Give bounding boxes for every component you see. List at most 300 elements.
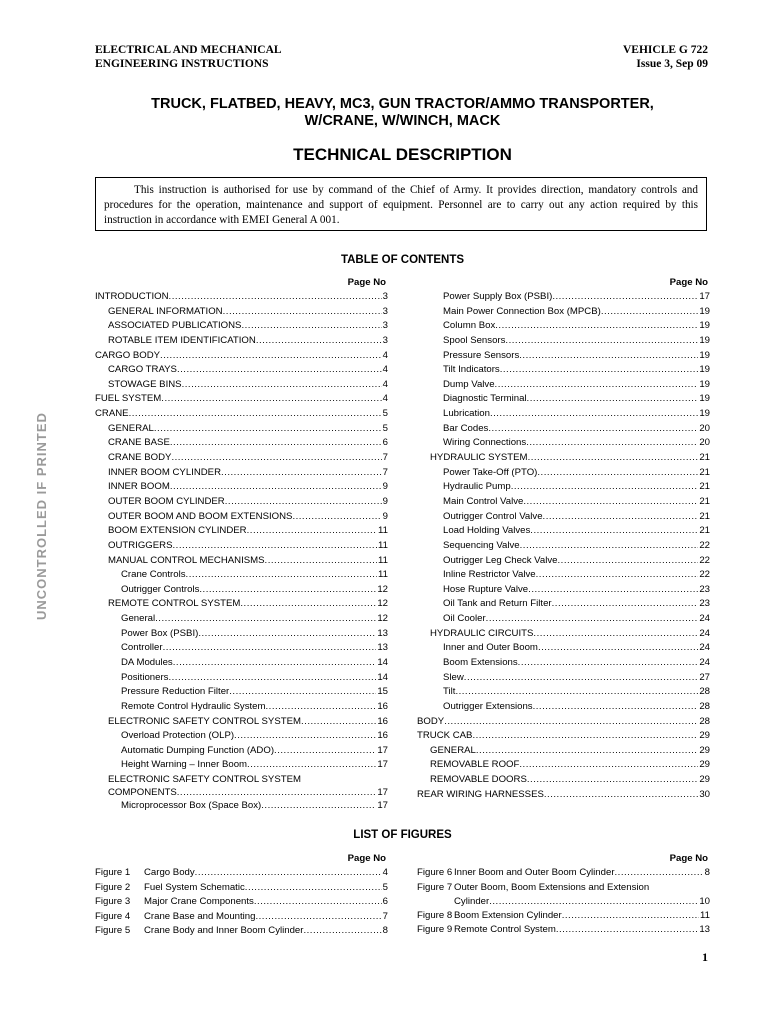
toc-leader-dots (177, 786, 377, 799)
toc-entry (417, 700, 710, 715)
toc-entry-page: 17 (377, 744, 388, 756)
toc-leader-dots (528, 583, 698, 598)
toc-entry-title: FUEL SYSTEM (95, 393, 162, 405)
toc-entry-title: Main Control Valve (443, 495, 524, 507)
figure-label: Figure 8 (417, 909, 453, 921)
toc-entry (95, 773, 388, 799)
toc-entry-title: CARGO BODY (95, 349, 161, 361)
toc-entry-page: 19 (699, 378, 710, 390)
header-org-line2: ENGINEERING INSTRUCTIONS (95, 58, 269, 70)
toc-entry-page: 19 (699, 320, 710, 332)
toc-entry (95, 656, 388, 671)
toc-entry-page: 24 (699, 627, 710, 639)
toc-leader-dots (527, 392, 699, 407)
toc-entry (417, 671, 710, 686)
toc-entry (95, 319, 388, 334)
toc-entry (417, 510, 710, 525)
toc-entry (417, 773, 710, 788)
toc-entry-page: 29 (699, 730, 710, 742)
toc-entry-page: 11 (378, 569, 388, 581)
toc-entry-page: 22 (699, 554, 710, 566)
toc-entry-page: 4 (382, 364, 388, 376)
toc-entry (95, 627, 388, 642)
toc-leader-dots (241, 319, 381, 334)
figure-page: 5 (382, 881, 388, 893)
figures-right-column (417, 852, 710, 938)
toc-entry-page: 9 (382, 481, 388, 493)
figure-label: Figure 9 (417, 924, 453, 936)
toc-leader-dots (168, 671, 376, 686)
toc-entry (95, 363, 388, 378)
toc-entry (417, 759, 710, 774)
toc-entry-page: 14 (377, 671, 388, 683)
toc-entry-title: Outrigger Controls (121, 583, 200, 595)
toc-entry-page: 27 (699, 671, 710, 683)
toc-entry-title: GENERAL INFORMATION (108, 305, 223, 317)
toc-entry (95, 583, 388, 598)
toc-entry-title: Height Warning – Inner Boom (121, 759, 248, 771)
toc-entry (95, 671, 388, 686)
toc-entry (417, 744, 710, 759)
figure-leader-dots (556, 923, 698, 938)
figure-title: Outer Boom, Boom Extensions and Extension (454, 881, 650, 893)
toc-entry-page: 19 (699, 408, 710, 420)
toc-entry-page: 24 (699, 613, 710, 625)
toc-entry (95, 495, 388, 510)
toc-leader-dots (537, 466, 698, 481)
toc-leader-dots (552, 597, 699, 612)
toc-entry-page: 28 (699, 715, 710, 727)
toc-entry (95, 378, 388, 393)
figure-title: Major Crane Components (144, 896, 254, 908)
toc-entry (417, 788, 710, 803)
toc-entry (95, 729, 388, 744)
toc-entry-title: Load Holding Valves (443, 525, 531, 537)
toc-entry (417, 612, 710, 627)
figure-title-cont: Cylinder (454, 895, 490, 907)
toc-leader-dots (511, 480, 699, 495)
toc-leader-dots (182, 378, 382, 393)
figure-leader-dots (254, 895, 382, 910)
toc-entry (95, 568, 388, 583)
toc-entry (417, 334, 710, 349)
figure-page: 4 (382, 867, 388, 878)
authorisation-notice-text: This instruction is authorised for use by command of the Chief of Army. It provides direction, mandatory controls and procedures for the operation, maintenance and support of equipment. Personnel are to carry out any action required by this instruction in accordance with EMEI General A 001. (104, 184, 698, 226)
toc-entry-title: INTRODUCTION (95, 290, 169, 302)
figure-leader-dots (195, 866, 382, 881)
toc-entry-title: Power Supply Box (PSBI) (443, 290, 553, 302)
figure-leader-dots (245, 881, 382, 896)
toc-entry (95, 759, 388, 774)
header-left (95, 43, 282, 71)
toc-entry-title: CRANE (95, 408, 129, 420)
toc-entry-page: 11 (378, 539, 388, 551)
toc-entry (417, 451, 710, 466)
toc-entry-page: 4 (382, 393, 388, 405)
toc-entry (95, 799, 388, 814)
toc-leader-dots (536, 568, 699, 583)
figure-label: Figure 4 (95, 910, 131, 922)
toc-leader-dots (161, 392, 381, 407)
figure-page: 7 (382, 910, 388, 922)
toc-entry-page: 23 (699, 583, 710, 595)
toc-entry (95, 612, 388, 627)
toc-entry-title: Power Box (PSBI) (121, 627, 199, 639)
toc-entry-title: Outrigger Extensions (443, 700, 533, 712)
toc-entry-title: Spool Sensors (443, 334, 506, 346)
toc-leader-dots (486, 612, 699, 627)
toc-entry-title: REMOTE CONTROL SYSTEM (108, 598, 241, 610)
toc-leader-dots (225, 495, 382, 510)
toc-entry-title: Crane Controls (121, 569, 186, 581)
toc-entry-title: CRANE BASE (108, 437, 170, 449)
toc-entry-title: ELECTRONIC SAFETY CONTROL SYSTEM (108, 774, 301, 786)
figure-label: Figure 6 (417, 867, 453, 878)
toc-leader-dots (234, 729, 376, 744)
toc-entry-page: 19 (699, 393, 710, 405)
toc-entry-title: Overload Protection (OLP) (121, 730, 235, 742)
toc-entry (417, 392, 710, 407)
toc-entry (95, 524, 388, 539)
figure-page: 10 (699, 895, 710, 907)
toc-leader-dots (552, 290, 698, 305)
toc-entry-title: Controller (121, 642, 163, 654)
toc-leader-dots (186, 568, 378, 583)
toc-entry-title: TRUCK CAB (417, 730, 473, 742)
toc-leader-dots (601, 305, 699, 320)
toc-entry-title: Hydraulic Pump (443, 481, 511, 493)
toc-entry-page: 3 (382, 305, 388, 317)
toc-leader-dots (520, 539, 699, 554)
toc-leader-dots (198, 627, 376, 642)
toc-entry-page: 19 (699, 305, 710, 317)
figure-page: 8 (704, 867, 710, 878)
toc-entry-page: 4 (382, 378, 388, 390)
toc-leader-dots (171, 451, 381, 466)
toc-entry (417, 539, 710, 554)
toc-entry (417, 656, 710, 671)
toc-entry (417, 495, 710, 510)
toc-entry-page: 19 (699, 364, 710, 376)
toc-leader-dots (292, 510, 381, 525)
toc-leader-dots (444, 715, 698, 730)
toc-entry (95, 334, 388, 349)
toc-entry-title: Tilt Indicators (443, 364, 500, 376)
toc-leader-dots (129, 407, 382, 422)
toc-entry (417, 568, 710, 583)
figure-entry (417, 909, 710, 924)
figure-title: Boom Extension Cylinder (454, 909, 562, 921)
toc-entry-title: INNER BOOM (108, 481, 170, 493)
toc-entry-title: Boom Extensions (443, 657, 518, 668)
toc-entry-title: Tilt (443, 686, 456, 698)
toc-entry (95, 349, 388, 364)
toc-entry-title: REMOVABLE ROOF (430, 759, 520, 771)
toc-entry-title: Remote Control Hydraulic System (121, 700, 266, 712)
toc-entry-page: 21 (699, 495, 710, 507)
figure-leader-dots (562, 909, 699, 924)
toc-entry-page: 24 (699, 657, 710, 668)
toc-entry (95, 685, 388, 700)
toc-entry-title: REMOVABLE DOORS (430, 774, 527, 786)
figure-entry (417, 881, 710, 909)
toc-entry-title: Inner and Outer Boom (443, 642, 538, 654)
uncontrolled-watermark: UNCONTROLLED IF PRINTED (34, 412, 49, 620)
toc-entry-page: 5 (382, 422, 388, 434)
toc-entry-page: 3 (382, 290, 388, 302)
toc-entry-title: General (121, 613, 156, 625)
figure-entry (95, 895, 388, 910)
figure-entry (95, 910, 388, 925)
toc-leader-dots (240, 597, 376, 612)
toc-entry-title: Hose Rupture Valve (443, 583, 529, 595)
toc-entry (95, 510, 388, 525)
toc-leader-dots (173, 539, 378, 554)
toc-entry-continuation (108, 786, 388, 799)
toc-entry-page: 30 (699, 788, 710, 800)
toc-entry-page: 14 (377, 657, 388, 668)
figure-label: Figure 7 (417, 881, 453, 893)
toc-entry-page: 21 (699, 481, 710, 493)
toc-entry (417, 436, 710, 451)
toc-entry (95, 744, 388, 759)
toc-entry-page: 29 (699, 774, 710, 786)
toc-leader-dots (170, 436, 382, 451)
header-issue: Issue 3, Sep 09 (636, 58, 708, 70)
toc-entry-title: ELECTRONIC SAFETY CONTROL SYSTEM (108, 715, 301, 727)
toc-entry-page: 9 (382, 510, 388, 522)
toc-entry-title: Column Box (443, 320, 496, 332)
toc-leader-dots (160, 349, 382, 364)
toc-entry (95, 436, 388, 451)
toc-leader-dots (519, 349, 698, 364)
toc-leader-dots (261, 799, 376, 814)
toc-leader-dots (528, 451, 699, 466)
toc-entry-page: 3 (382, 320, 388, 332)
toc-entry-page: 13 (377, 642, 388, 654)
toc-entry-title: Oil Cooler (443, 613, 486, 625)
figure-leader-dots (303, 924, 381, 939)
toc-leader-dots (163, 641, 377, 656)
authorisation-notice (95, 177, 707, 231)
toc-leader-dots (533, 700, 699, 715)
toc-leader-dots (527, 773, 698, 788)
toc-entry (417, 627, 710, 642)
toc-leader-dots (247, 524, 377, 539)
toc-entry (417, 422, 710, 437)
toc-entry-title: Slew (443, 671, 464, 683)
toc-leader-dots (173, 656, 377, 671)
figure-entry (417, 923, 710, 938)
toc-entry-title: OUTER BOOM AND BOOM EXTENSIONS (108, 510, 293, 522)
document-title (95, 96, 710, 130)
toc-entry-page: 24 (699, 642, 710, 654)
toc-entry-title: MANUAL CONTROL MECHANISMS (108, 554, 265, 566)
toc-leader-dots (464, 671, 699, 686)
toc-entry (95, 715, 388, 730)
toc-entry-page: 28 (699, 700, 710, 712)
toc-entry-page: 21 (699, 452, 710, 464)
toc-leader-dots (526, 436, 698, 451)
toc-leader-dots (229, 685, 376, 700)
toc-leader-dots (170, 480, 382, 495)
toc-leader-dots (223, 305, 382, 320)
figures-heading: LIST OF FIGURES (353, 829, 452, 841)
toc-leader-dots (256, 334, 382, 349)
toc-right-page-no-label: Page No (669, 277, 708, 288)
toc-leader-dots (265, 554, 377, 569)
figure-entry-line2 (417, 895, 710, 909)
toc-leader-dots (177, 363, 382, 378)
toc-entry-title: Inline Restrictor Valve (443, 569, 536, 581)
toc-entry-title: Bar Codes (443, 422, 489, 434)
toc-leader-dots (455, 685, 698, 700)
toc-entry-title: Dump Valve (443, 378, 495, 390)
toc-leader-dots (495, 378, 699, 393)
figure-page: 8 (382, 925, 388, 937)
toc-entry (417, 685, 710, 700)
toc-entry-title: GENERAL (108, 422, 154, 434)
toc-entry-page: 7 (382, 452, 388, 464)
figure-label: Figure 5 (95, 925, 131, 937)
toc-leader-dots (169, 290, 382, 305)
figure-entry (417, 866, 710, 881)
header-right (623, 43, 708, 71)
toc-entry-page: 19 (699, 349, 710, 361)
toc-entry-page: 28 (699, 686, 710, 698)
toc-entry-title: BOOM EXTENSION CYLINDER (108, 525, 247, 537)
toc-leader-dots (500, 363, 699, 378)
toc-entry (417, 466, 710, 481)
toc-leader-dots (199, 583, 376, 598)
toc-entry-page: 16 (377, 730, 388, 742)
toc-entry-page: 11 (378, 554, 388, 566)
figures-left-page-no-label: Page No (347, 853, 386, 864)
toc-entry-title: Pressure Reduction Filter (121, 686, 230, 698)
toc-entry-title: Lubrication (443, 408, 490, 420)
toc-leader-dots (155, 612, 376, 627)
figure-title: Remote Control System (454, 924, 556, 936)
toc-leader-dots (519, 758, 698, 773)
toc-leader-dots (301, 715, 376, 730)
toc-leader-dots (518, 656, 699, 671)
toc-entry-title: BODY (417, 715, 445, 727)
toc-heading: TABLE OF CONTENTS (340, 254, 465, 266)
toc-entry-title: ROTABLE ITEM IDENTIFICATION (108, 334, 256, 346)
toc-entry-page: 4 (382, 349, 388, 361)
toc-right-column (417, 276, 710, 802)
toc-leader-dots (538, 641, 698, 656)
figure-leader-dots (489, 895, 698, 909)
toc-entry (95, 539, 388, 554)
toc-entry-page: 7 (382, 466, 388, 478)
toc-entry-page: 29 (699, 744, 710, 756)
toc-entry-page: 20 (699, 437, 710, 449)
toc-entry-page: 9 (382, 495, 388, 507)
toc-entry-page: 29 (699, 759, 710, 771)
figure-page: 13 (699, 924, 710, 936)
toc-entry (417, 641, 710, 656)
toc-entry-page: 17 (377, 787, 388, 799)
document-title-line2: W/CRANE, W/WINCH, MACK (304, 113, 501, 129)
toc-entry (95, 554, 388, 569)
page-number: 1 (702, 950, 708, 964)
toc-entry (417, 349, 710, 364)
toc-leader-dots (530, 524, 698, 539)
header-org-line1: ELECTRICAL AND MECHANICAL (95, 44, 282, 56)
toc-leader-dots (544, 788, 698, 803)
toc-entry (417, 583, 710, 598)
toc-entry-page: 17 (699, 290, 710, 302)
document-title-line1: TRUCK, FLATBED, HEAVY, MC3, GUN TRACTOR/AMMO TRANSPORTER, (151, 96, 654, 112)
toc-leader-dots (472, 729, 698, 744)
toc-entry (95, 392, 388, 407)
figures-left-column (95, 852, 388, 939)
toc-entry-page: 12 (377, 583, 388, 595)
figures-right-page-no-label: Page No (669, 853, 708, 864)
toc-entry-page: 17 (377, 800, 388, 812)
document-subtitle: TECHNICAL DESCRIPTION (293, 145, 512, 164)
toc-entry (417, 480, 710, 495)
toc-entry-title: Outrigger Leg Check Valve (443, 554, 558, 566)
figure-title: Cargo Body (144, 867, 195, 878)
figure-leader-dots (615, 866, 704, 881)
toc-entry-title: Oil Tank and Return Filter (443, 598, 552, 610)
toc-leader-dots (557, 554, 698, 569)
toc-entry-page: 16 (377, 715, 388, 727)
toc-entry-page: 22 (699, 539, 710, 551)
figure-title: Fuel System Schematic (144, 881, 245, 893)
toc-leader-dots (505, 334, 698, 349)
toc-entry (95, 451, 388, 466)
toc-entry-title: REAR WIRING HARNESSES (417, 788, 544, 800)
toc-entry (417, 729, 710, 744)
toc-entry (417, 524, 710, 539)
toc-leader-dots (523, 495, 698, 510)
toc-entry (417, 319, 710, 334)
toc-entry-page: 6 (382, 437, 388, 449)
toc-entry-page: 17 (377, 759, 388, 771)
toc-entry-title: Wiring Connections (443, 437, 527, 449)
figure-leader-dots (255, 910, 381, 925)
toc-entry-title: INNER BOOM CYLINDER (108, 466, 222, 478)
toc-leader-dots (476, 744, 698, 759)
toc-entry-page: 22 (699, 569, 710, 581)
toc-entry-page: 12 (377, 613, 388, 625)
toc-entry (417, 597, 710, 612)
toc-entry-page: 16 (377, 700, 388, 712)
toc-entry (417, 378, 710, 393)
toc-entry-page: 3 (382, 334, 388, 346)
toc-leader-dots (154, 422, 382, 437)
toc-entry-page: 5 (382, 408, 388, 420)
toc-entry-page: 15 (377, 686, 388, 698)
toc-entry-title: Power Take-Off (PTO) (443, 466, 538, 478)
toc-entry-title: Diagnostic Terminal (443, 393, 527, 405)
toc-entry (95, 290, 388, 305)
toc-entry (95, 700, 388, 715)
figure-title: Inner Boom and Outer Boom Cylinder (454, 867, 615, 878)
toc-entry-title: DA Modules (121, 657, 173, 668)
toc-entry-page: 21 (699, 466, 710, 478)
toc-entry (95, 641, 388, 656)
figure-entry (95, 881, 388, 896)
toc-leader-dots (533, 627, 698, 642)
figure-entry (95, 866, 388, 881)
toc-entry-page: 21 (699, 525, 710, 537)
toc-leader-dots (490, 407, 698, 422)
toc-entry (417, 715, 710, 730)
